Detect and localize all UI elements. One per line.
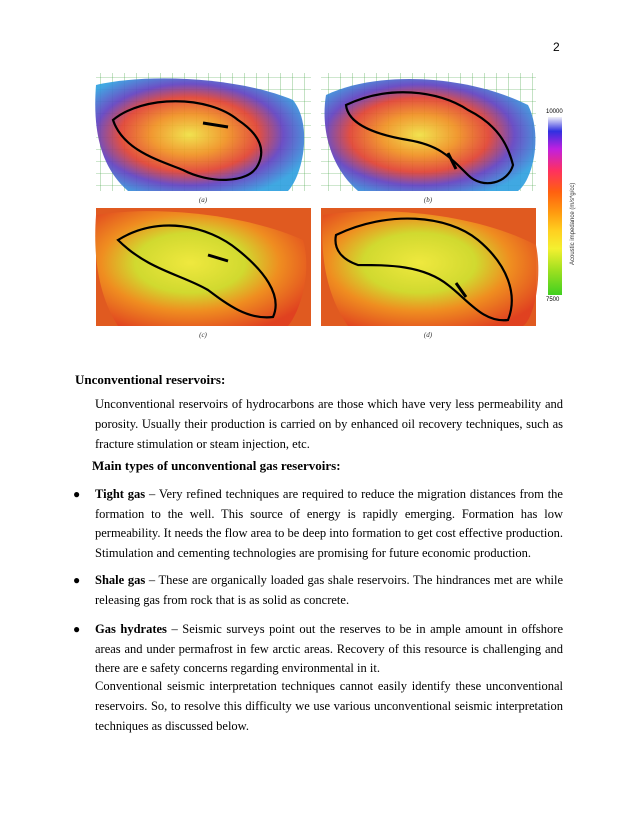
section-heading: Unconventional reservoirs: xyxy=(75,372,226,387)
seismic-maps xyxy=(88,65,593,348)
bullet-shale-gas xyxy=(95,571,563,610)
panel-c-label: (c) xyxy=(199,331,207,339)
bullet-text: – These are organically loaded gas shale reservoirs. The hindrances met are while releasing gas from rock that is as solid as concrete. xyxy=(95,573,563,607)
bullet-icon: ● xyxy=(73,487,81,501)
colorbar xyxy=(548,117,562,295)
colorbar-title: Acoustic impedance (m/s*g/cc) xyxy=(570,182,576,265)
panel-b-map xyxy=(321,73,536,191)
bullet-icon: ● xyxy=(73,573,81,587)
bullet-tight-gas xyxy=(95,485,563,563)
seismic-figure xyxy=(88,65,593,348)
bullet-gas-hydrates xyxy=(95,620,563,679)
bullet-term: Tight gas xyxy=(95,487,146,501)
bullet-icon: ● xyxy=(73,622,81,636)
bullet-term: Shale gas xyxy=(95,573,146,587)
section-subheading: Main types of unconventional gas reservoirs: xyxy=(92,458,341,473)
intro-paragraph: Unconventional reservoirs of hydrocarbons are those which have very less permeability and porosity. Usually their production is carried on by enhanced oil recovery techniques, such as fracture stimulation or steam injection, etc. xyxy=(95,397,563,451)
closing-paragraph: Conventional seismic interpretation techniques cannot easily identify these unconventional reservoirs. So, to resolve this difficulty we use various unconventional seismic interpretation techniques as discussed below. xyxy=(95,679,563,733)
bullet-text: – Seismic surveys point out the reserves to be in ample amount in offshore areas and under permafrost in few arctic areas. Recovery of this resource is challenging and there are e safety concerns regarding environmental in it. xyxy=(95,622,563,675)
panel-d-label: (d) xyxy=(423,331,433,339)
panel-a-map xyxy=(95,73,311,191)
bullet-text: – Very refined techniques are required to reduce the migration distances from the formation to the well. This source of energy is rapidly emerging. Formation has low permeability. It needs the flow area to be deep into formation to get cost effective production. Stimulation and cementing technologies are promising for future economic production. xyxy=(95,487,563,560)
colorbar-max-label: 10000 xyxy=(546,109,563,115)
panel-c-map xyxy=(95,208,311,326)
panel-b-label: (b) xyxy=(423,196,433,204)
colorbar-min-label: 7500 xyxy=(546,297,560,303)
bullet-term: Gas hydrates xyxy=(95,622,167,636)
page-number: 2 xyxy=(553,40,560,54)
panel-d-map xyxy=(321,208,538,326)
panel-a-label: (a) xyxy=(198,196,208,204)
